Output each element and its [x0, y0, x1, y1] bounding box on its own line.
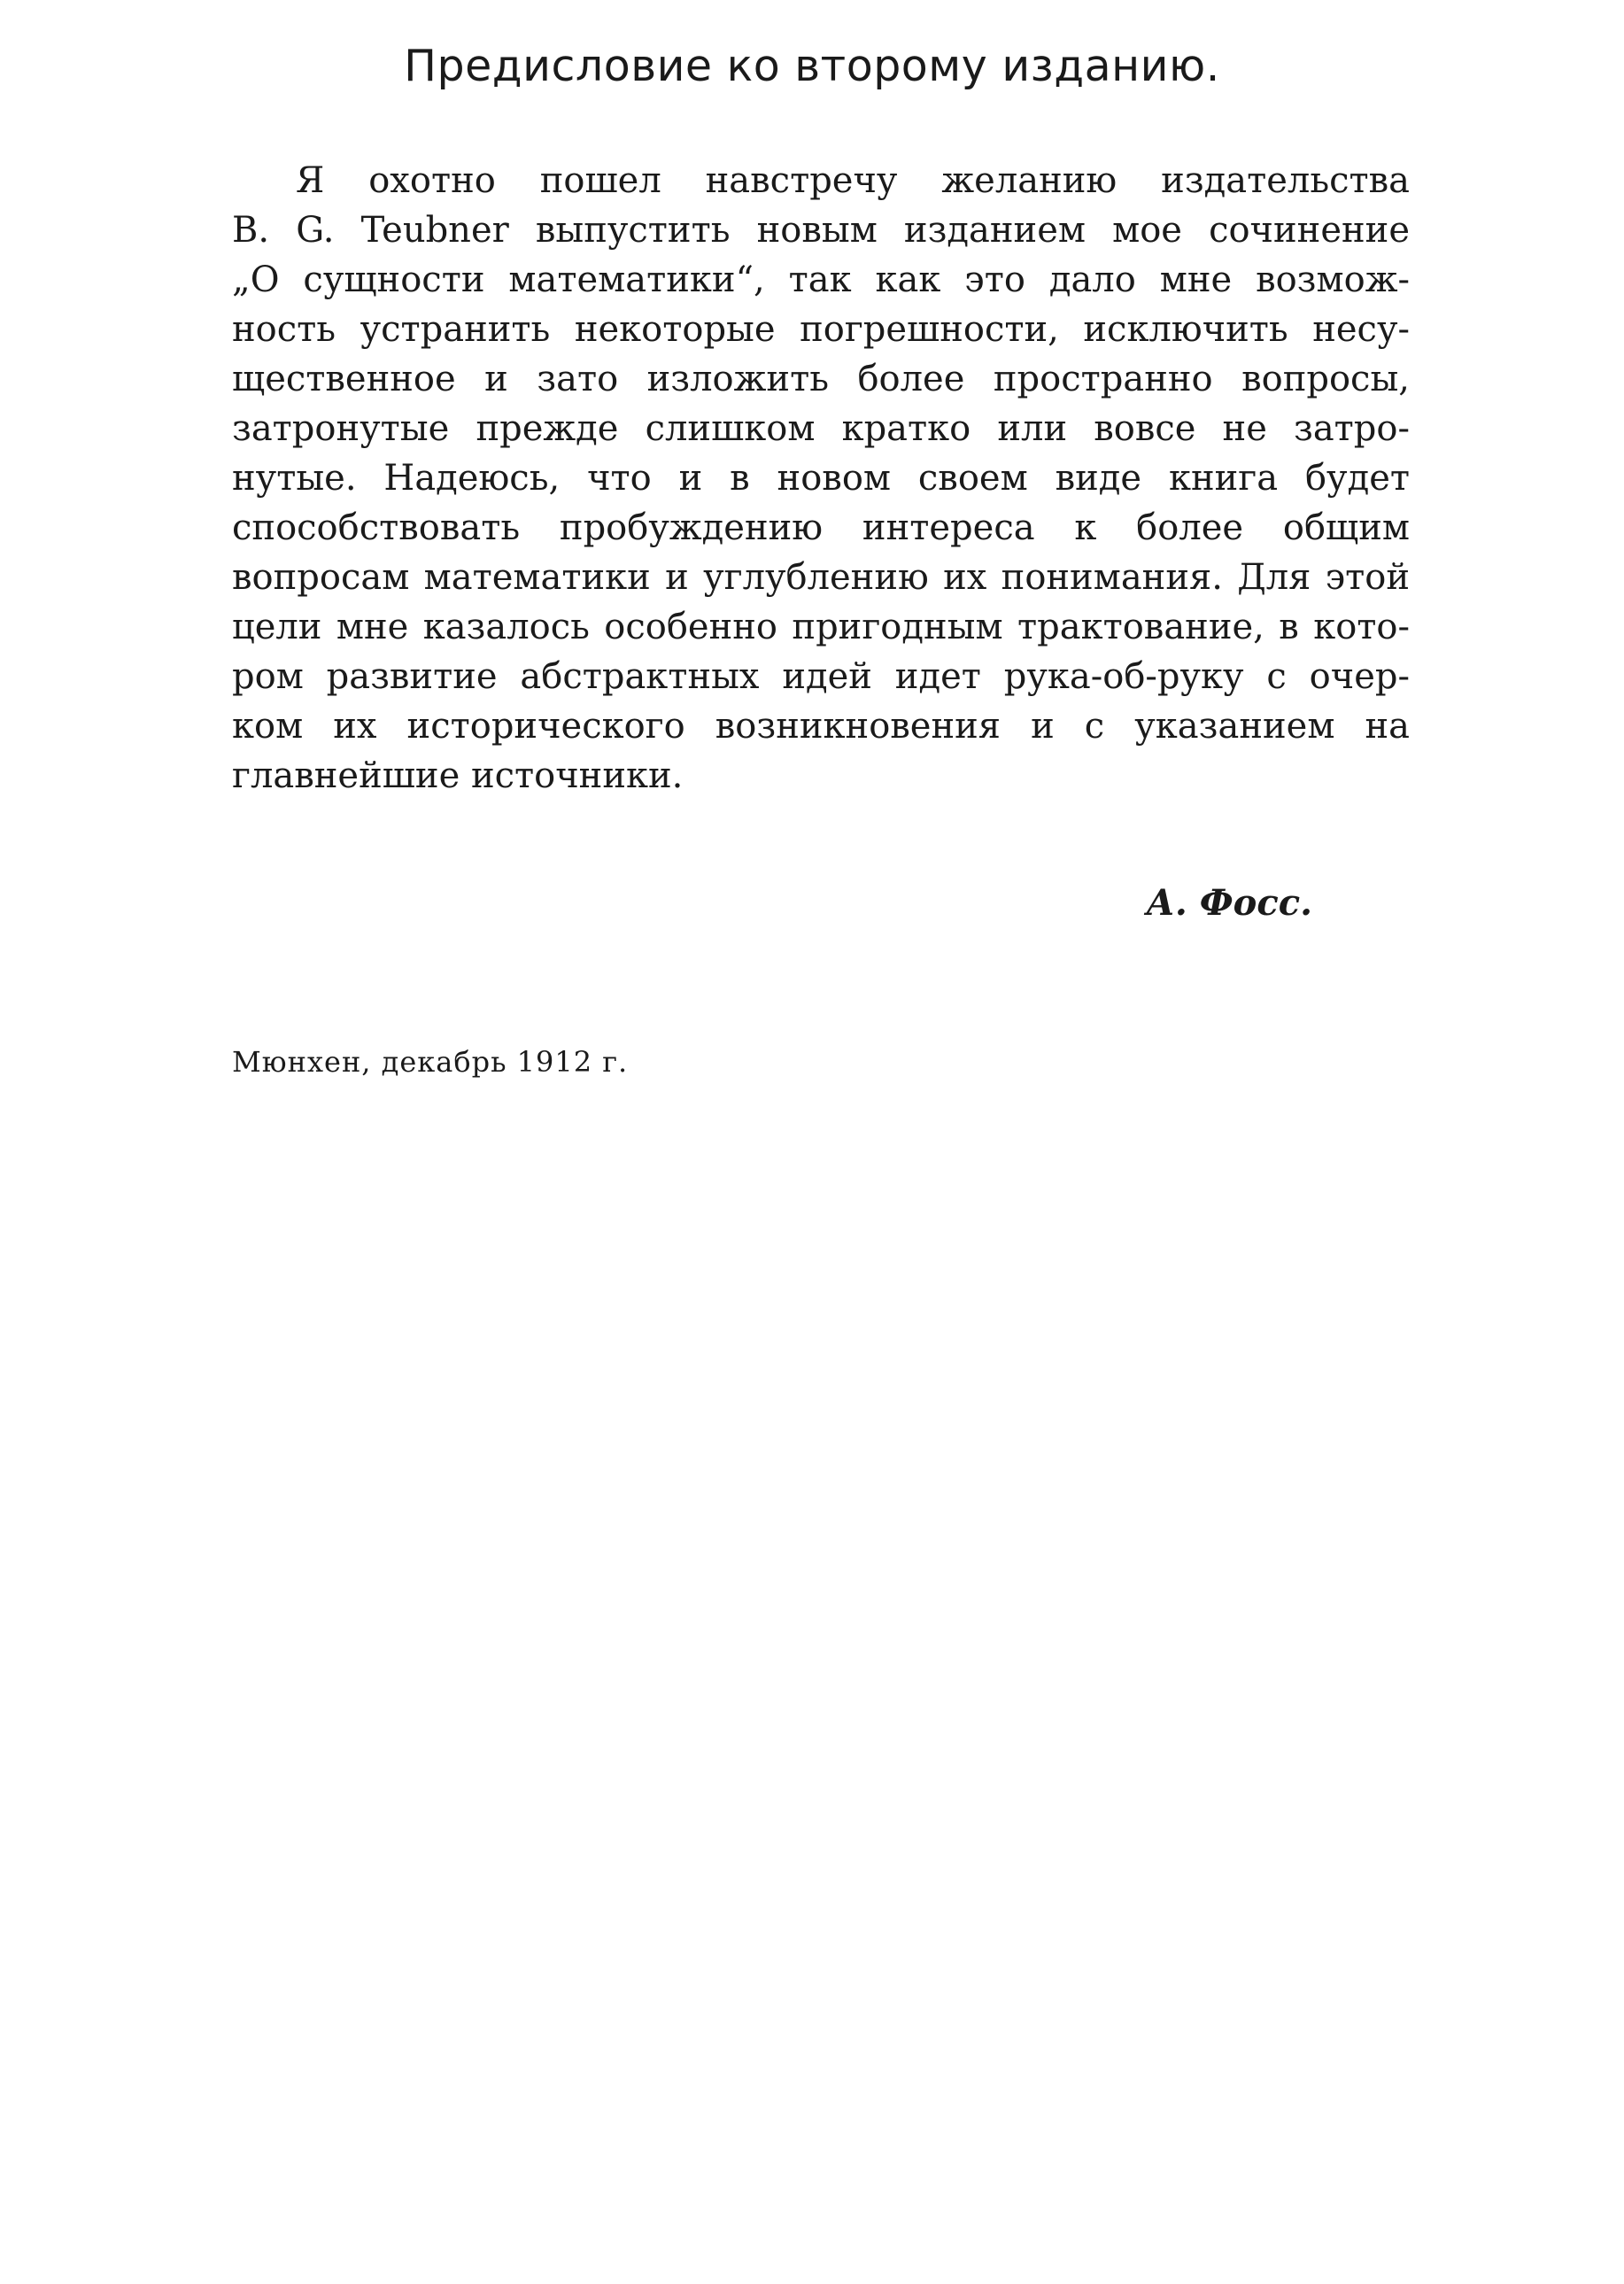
page-title: Предисловие ко второму изданию.: [404, 41, 1220, 91]
paragraph-line: ком их исторического возникновения и с указанием на: [232, 706, 1410, 747]
paragraph-line: ность устранить некоторые погрешности, исключить несу-: [232, 309, 1410, 350]
place-and-date: Мюнхен, декабрь 1912 г.: [232, 1045, 629, 1079]
author-signature: А. Фосс.: [1146, 882, 1312, 924]
paragraph-line: главнейшие источники.: [232, 755, 684, 796]
paragraph-line: ром развитие абстрактных идей идет рука-об-руку с очер-: [232, 656, 1410, 697]
paragraph-line: Я охотно пошел навстречу желанию издательства: [296, 160, 1410, 201]
paragraph-line: B. G. Teubner выпустить новым изданием мое сочинение: [232, 210, 1410, 251]
paragraph-line: затронутые прежде слишком кратко или вовсе не затро-: [232, 408, 1410, 449]
paragraph-line: щественное и зато изложить более пространно вопросы,: [232, 359, 1410, 399]
paragraph-line: нутые. Надеюсь, что и в новом своем виде книга будет: [232, 458, 1410, 499]
paragraph-line: вопросам математики и углублению их понимания. Для этой: [232, 557, 1410, 598]
paragraph-line: цели мне казалось особенно пригодным трактование, в кото-: [232, 607, 1410, 647]
paragraph-line: способствовать пробуждению интереса к более общим: [232, 507, 1410, 548]
paragraph-line: „О сущности математики“, так как это дало мне возмож-: [232, 259, 1410, 300]
preface-paragraph: [232, 156, 1410, 801]
